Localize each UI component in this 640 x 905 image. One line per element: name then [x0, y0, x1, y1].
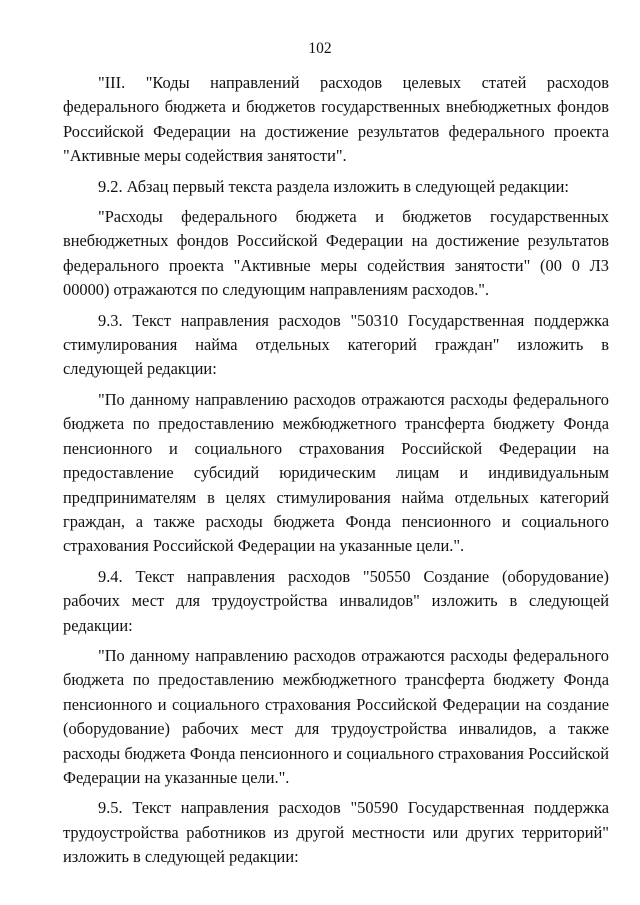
paragraph-section-heading: "III. "Коды направлений расходов целевых статей расходов федерального бюджета и бюджетов государственных внебюджетных фондов Российской Федерации на достижение результатов федерального проекта "Активные меры содействия занятости".	[63, 73, 609, 166]
paragraph-9-3-quote: "По данному направлению расходов отражаются расходы федерального бюджета по предоставлению межбюджетного трансферта бюджету Фонда пенсионного и социального страхования Российской Федерации на предоставление субсидий юридическим лицам и индивидуальным предпринимателям в целях стимулирования найма отдельных категорий граждан, а также расходы бюджета Фонда пенсионного и социального страхования Российской Федерации на указанные цели.".	[63, 389, 609, 556]
paragraph-9-4: 9.4. Текст направления расходов "50550 Создание (оборудование) рабочих мест для трудоустройства инвалидов" изложить в следующей редакции:	[63, 566, 609, 635]
paragraph-9-2-quote: "Расходы федерального бюджета и бюджетов государственных внебюджетных фондов Российской Федерации на достижение результатов федерального проекта "Активные меры содействия занятости" (00 0 Л3 00000) отражаются по следующим направлениям расходов.".	[63, 207, 609, 300]
paragraph-9-4-quote: "По данному направлению расходов отражаются расходы федерального бюджета по предоставлению межбюджетного трансферта бюджету Фонда пенсионного и социального страхования Российской Федерации на создание (оборудование) рабочих мест для трудоустройства инвалидов, а также расходы бюджета Фонда пенсионного и социального страхования Российской Федерации на указанные цели.".	[63, 645, 609, 787]
paragraph-9-2: 9.2. Абзац первый текста раздела изложить в следующей редакции:	[98, 176, 569, 196]
paragraph-9-5: 9.5. Текст направления расходов "50590 Государственная поддержка трудоустройства работников из другой местности или других территорий" изложить в следующей редакции:	[63, 798, 609, 867]
paragraph-9-3: 9.3. Текст направления расходов "50310 Государственная поддержка стимулирования найма отдельных категорий граждан" изложить в следующей редакции:	[63, 310, 609, 379]
document-body	[63, 71, 609, 876]
page-number: 102	[308, 40, 332, 57]
